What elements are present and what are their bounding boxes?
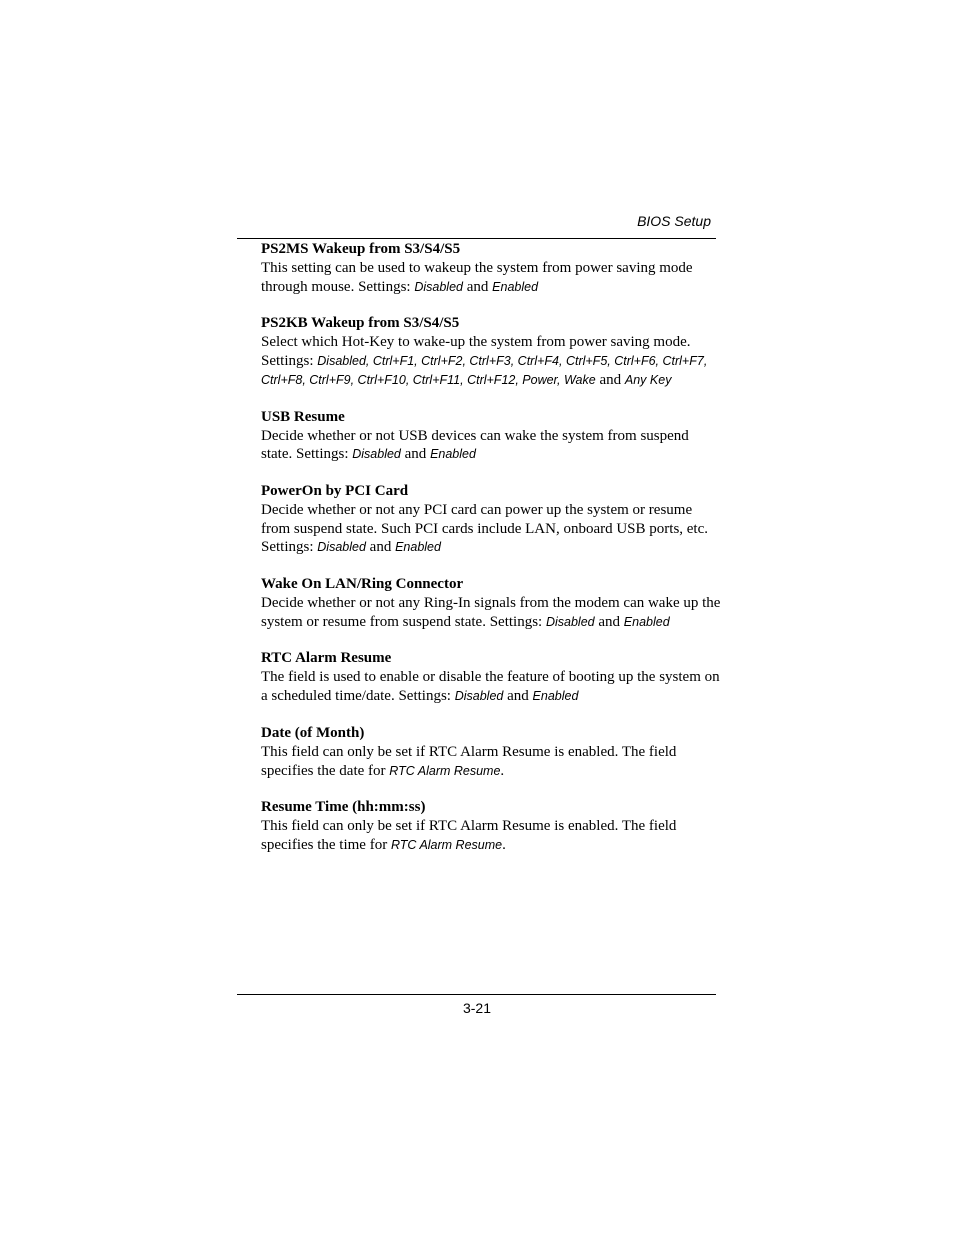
running-header: BIOS Setup: [637, 213, 711, 229]
setting-option: Disabled, Ctrl+F1, Ctrl+F2, Ctrl+F3, Ctrl+F4, Ctrl+F5, Ctrl+F6, Ctrl+F7, Ctrl+F8, Ctrl+F9, Ctrl+F10, Ctrl+F11, Ctrl+F12, Power, Wake: [261, 354, 708, 387]
section-description: [261, 501, 721, 557]
section-title: PowerOn by PCI Card: [261, 482, 409, 499]
section-usb-resume: [261, 408, 721, 464]
conjunction: and: [400, 446, 431, 463]
page-number: 3-21: [462, 1000, 492, 1016]
section-description: [261, 333, 721, 389]
section-rtc-alarm-resume: [261, 649, 721, 705]
setting-option: Disabled: [352, 447, 401, 462]
sentence-end: .: [502, 836, 506, 853]
conjunction: and: [595, 371, 625, 388]
setting-option: Enabled: [623, 614, 670, 629]
section-title: Wake On LAN/Ring Connector: [261, 576, 464, 593]
description-text: Decide whether or not any PCI card can power up the system or resume from suspend state. Such PCI cards include LAN, onboard USB ports, etc. Settings:: [261, 501, 709, 556]
footer-rule: [237, 994, 716, 995]
section-title: USB Resume: [261, 408, 345, 425]
section-title: PS2MS Wakeup from S3/S4/S5: [261, 241, 461, 257]
setting-option: Disabled: [454, 689, 504, 704]
page-content: [261, 240, 721, 873]
header-rule: [237, 238, 716, 239]
sentence-end: .: [500, 762, 505, 779]
section-description: [261, 668, 721, 705]
setting-option: RTC Alarm Resume: [390, 837, 503, 852]
setting-option: Enabled: [395, 540, 441, 555]
section-description: [261, 817, 721, 854]
conjunction: and: [462, 278, 493, 295]
description-text: This setting can be used to wakeup the system from power saving mode through mouse. Settings:: [261, 260, 693, 295]
section-description: [261, 427, 721, 464]
description-text: This field can only be set if RTC Alarm Resume is enabled. The field specifies the date for: [261, 743, 677, 779]
section-title: Resume Time (hh:mm:ss): [261, 799, 426, 816]
setting-option: Disabled: [317, 540, 366, 555]
setting-option: Enabled: [492, 279, 539, 294]
section-description: [261, 259, 721, 296]
setting-option: RTC Alarm Resume: [389, 763, 501, 778]
section-wake-on-lan-ring: [261, 575, 721, 631]
section-poweron-pci-card: [261, 482, 721, 557]
section-ps2kb-wakeup: [261, 314, 721, 389]
setting-option: Disabled: [545, 614, 595, 629]
description-text: Decide whether or not any Ring-In signals from the modem can wake up the system or resume from suspend state. Settings:: [261, 595, 721, 630]
setting-option: Disabled: [414, 279, 463, 294]
description-text: This field can only be set if RTC Alarm Resume is enabled. The field specifies the time for: [261, 818, 677, 853]
section-resume-time: [261, 798, 721, 854]
description-text: Select which Hot-Key to wake-up the system from power saving mode. Settings:: [261, 334, 691, 370]
section-ps2ms-wakeup: [261, 240, 721, 296]
setting-option: Enabled: [532, 689, 579, 704]
conjunction: and: [365, 539, 396, 556]
section-description: [261, 743, 721, 780]
setting-option: Enabled: [430, 447, 476, 462]
section-title: RTC Alarm Resume: [261, 650, 392, 667]
section-title: Date (of Month): [261, 724, 365, 741]
section-title: PS2KB Wakeup from S3/S4/S5: [261, 315, 460, 332]
conjunction: and: [503, 688, 533, 705]
description-text: The field is used to enable or disable the feature of booting up the system on a scheduled time/date. Settings:: [261, 669, 720, 705]
section-description: [261, 594, 721, 631]
conjunction: and: [594, 613, 624, 630]
setting-option: Any Key: [624, 372, 672, 387]
section-date-of-month: [261, 724, 721, 780]
description-text: Decide whether or not USB devices can wake the system from suspend state. Settings:: [261, 427, 689, 463]
